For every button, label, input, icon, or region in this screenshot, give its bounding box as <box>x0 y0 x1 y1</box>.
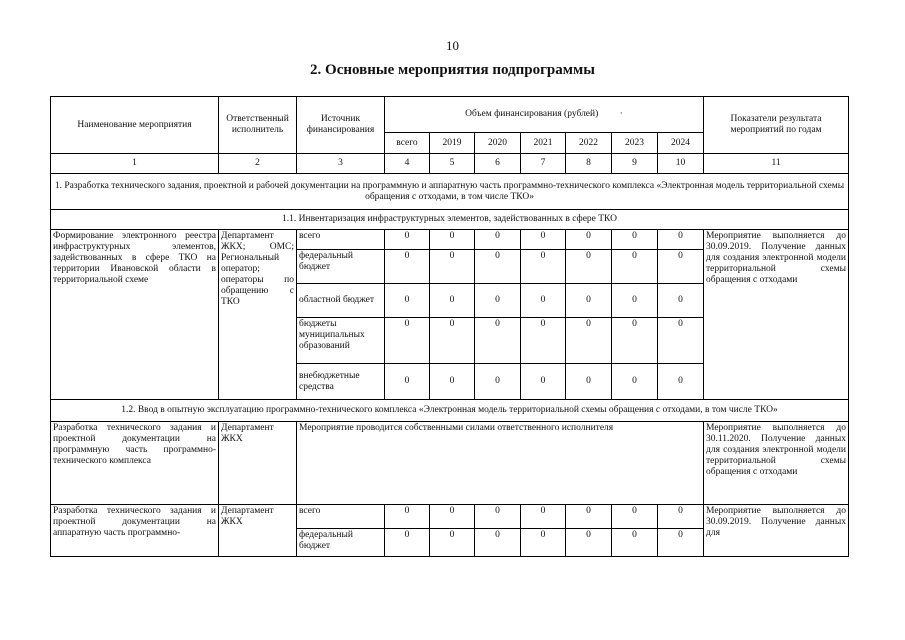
value-2019: 0 <box>430 505 475 529</box>
header-executor: Ответственный исполнитель <box>219 97 297 154</box>
value-2019: 0 <box>430 250 475 284</box>
column-number: 11 <box>704 154 849 174</box>
value-2024: 0 <box>658 364 704 400</box>
value-total: 0 <box>385 529 430 557</box>
value-2024: 0 <box>658 529 704 557</box>
column-number: 5 <box>430 154 475 174</box>
measure-name: Разработка технического задания и проектной документации на аппаратную часть программно- <box>51 505 219 557</box>
value-total: 0 <box>385 230 430 250</box>
funding-row <box>51 505 849 529</box>
subsection-1-2-row <box>51 400 849 422</box>
header-col-2022: 2022 <box>566 133 612 154</box>
value-2020: 0 <box>475 529 521 557</box>
header-source: Источник финансирования <box>297 97 385 154</box>
value-2022: 0 <box>566 318 612 364</box>
value-2022: 0 <box>566 529 612 557</box>
measure-executor: Департамент ЖКХ <box>219 422 297 505</box>
measure-indicator: Мероприятие выполняется до 30.11.2020. Получение данных для создания электронной модели территориальной схемы обращения с отходами <box>704 422 849 505</box>
value-2022: 0 <box>566 230 612 250</box>
value-total: 0 <box>385 284 430 318</box>
value-2019: 0 <box>430 230 475 250</box>
header-col-2019: 2019 <box>430 133 475 154</box>
value-2020: 0 <box>475 318 521 364</box>
value-total: 0 <box>385 250 430 284</box>
column-number: 4 <box>385 154 430 174</box>
subsection-1-2-title: 1.2. Ввод в опытную эксплуатацию программно-технического комплекса «Электронная модель территориальной схемы обращения с отходами, в том числе ТКО» <box>51 400 849 422</box>
header-col-total: всего <box>385 133 430 154</box>
header-indicators: Показатели результата мероприятий по годам <box>704 97 849 154</box>
value-2019: 0 <box>430 318 475 364</box>
funding-source: федеральный бюджет <box>297 250 385 284</box>
value-2021: 0 <box>521 318 566 364</box>
measure-executor: Департамент ЖКХ; ОМС; Региональный оператор; операторы по обращению с ТКО <box>219 230 297 400</box>
funding-source: бюджеты муниципальных образований <box>297 318 385 364</box>
header-col-2024: 2024 <box>658 133 704 154</box>
value-2020: 0 <box>475 505 521 529</box>
value-2024: 0 <box>658 284 704 318</box>
subsection-1-1-title: 1.1. Инвентаризация инфраструктурных элементов, задействованных в сфере ТКО <box>51 210 849 230</box>
value-total: 0 <box>385 364 430 400</box>
value-2019: 0 <box>430 529 475 557</box>
column-number: 7 <box>521 154 566 174</box>
header-col-2023: 2023 <box>612 133 658 154</box>
measure-indicator: Мероприятие выполняется до 30.09.2019. Получение данных для создания электронной модели территориальной схемы обращения с отходами <box>704 230 849 400</box>
funding-source: федеральный бюджет <box>297 529 385 557</box>
column-number: 2 <box>219 154 297 174</box>
value-2021: 0 <box>521 364 566 400</box>
value-2023: 0 <box>612 318 658 364</box>
column-number: 3 <box>297 154 385 174</box>
header-col-2021: 2021 <box>521 133 566 154</box>
value-2022: 0 <box>566 284 612 318</box>
value-2024: 0 <box>658 318 704 364</box>
value-2020: 0 <box>475 230 521 250</box>
value-2019: 0 <box>430 284 475 318</box>
measure-row <box>51 422 849 505</box>
value-2023: 0 <box>612 505 658 529</box>
value-2021: 0 <box>521 529 566 557</box>
value-2019: 0 <box>430 364 475 400</box>
funding-source: всего <box>297 230 385 250</box>
funding-source: внебюджетные средства <box>297 364 385 400</box>
value-2023: 0 <box>612 364 658 400</box>
value-2023: 0 <box>612 230 658 250</box>
header-name: Наименование мероприятия <box>51 97 219 154</box>
page-number: 10 <box>446 38 459 53</box>
section-1-row <box>51 174 849 210</box>
value-2024: 0 <box>658 230 704 250</box>
value-total: 0 <box>385 505 430 529</box>
funding-source: областной бюджет <box>297 284 385 318</box>
value-2020: 0 <box>475 284 521 318</box>
column-number: 8 <box>566 154 612 174</box>
header-funding <box>385 97 704 133</box>
header-col-2020: 2020 <box>475 133 521 154</box>
column-number: 9 <box>612 154 658 174</box>
value-2023: 0 <box>612 250 658 284</box>
column-number: 10 <box>658 154 704 174</box>
value-2023: 0 <box>612 529 658 557</box>
funding-row <box>51 230 849 250</box>
value-2021: 0 <box>521 230 566 250</box>
value-2021: 0 <box>521 284 566 318</box>
measure-note: Мероприятие проводится собственными силами ответственного исполнителя <box>297 422 704 505</box>
value-2021: 0 <box>521 250 566 284</box>
measure-name: Разработка технического задания и проектной документации на программную часть программно-технического комплекса <box>51 422 219 505</box>
funding-source: всего <box>297 505 385 529</box>
section-title: 2. Основные мероприятия подпрограммы <box>310 62 595 78</box>
header-funding-mark: · <box>619 109 623 119</box>
measure-indicator: Мероприятие выполняется до 30.09.2019. Получение данных для <box>704 505 849 557</box>
column-numbers-row <box>51 154 849 174</box>
subsection-1-1-row <box>51 210 849 230</box>
value-2024: 0 <box>658 250 704 284</box>
value-2023: 0 <box>612 284 658 318</box>
header-row <box>51 97 849 133</box>
column-number: 6 <box>475 154 521 174</box>
value-2022: 0 <box>566 250 612 284</box>
measure-name: Формирование электронного реестра инфраструктурных элементов, задействованных в сфере ТКО на территории Ивановской области в территориальной схеме <box>51 230 219 400</box>
value-2020: 0 <box>475 250 521 284</box>
value-2020: 0 <box>475 364 521 400</box>
value-2024: 0 <box>658 505 704 529</box>
value-2022: 0 <box>566 505 612 529</box>
measures-table <box>50 96 849 557</box>
value-2021: 0 <box>521 505 566 529</box>
measure-executor: Департамент ЖКХ <box>219 505 297 557</box>
section-1-title: 1. Разработка технического задания, проектной и рабочей документации на программную и аппаратную часть программно-технического комплекса «Электронная модель территориальной схемы обращения с отходами, в том числе ТКО» <box>51 174 849 210</box>
header-funding-label: Объем финансирования (рублей) <box>465 109 599 119</box>
value-total: 0 <box>385 318 430 364</box>
value-2022: 0 <box>566 364 612 400</box>
column-number: 1 <box>51 154 219 174</box>
